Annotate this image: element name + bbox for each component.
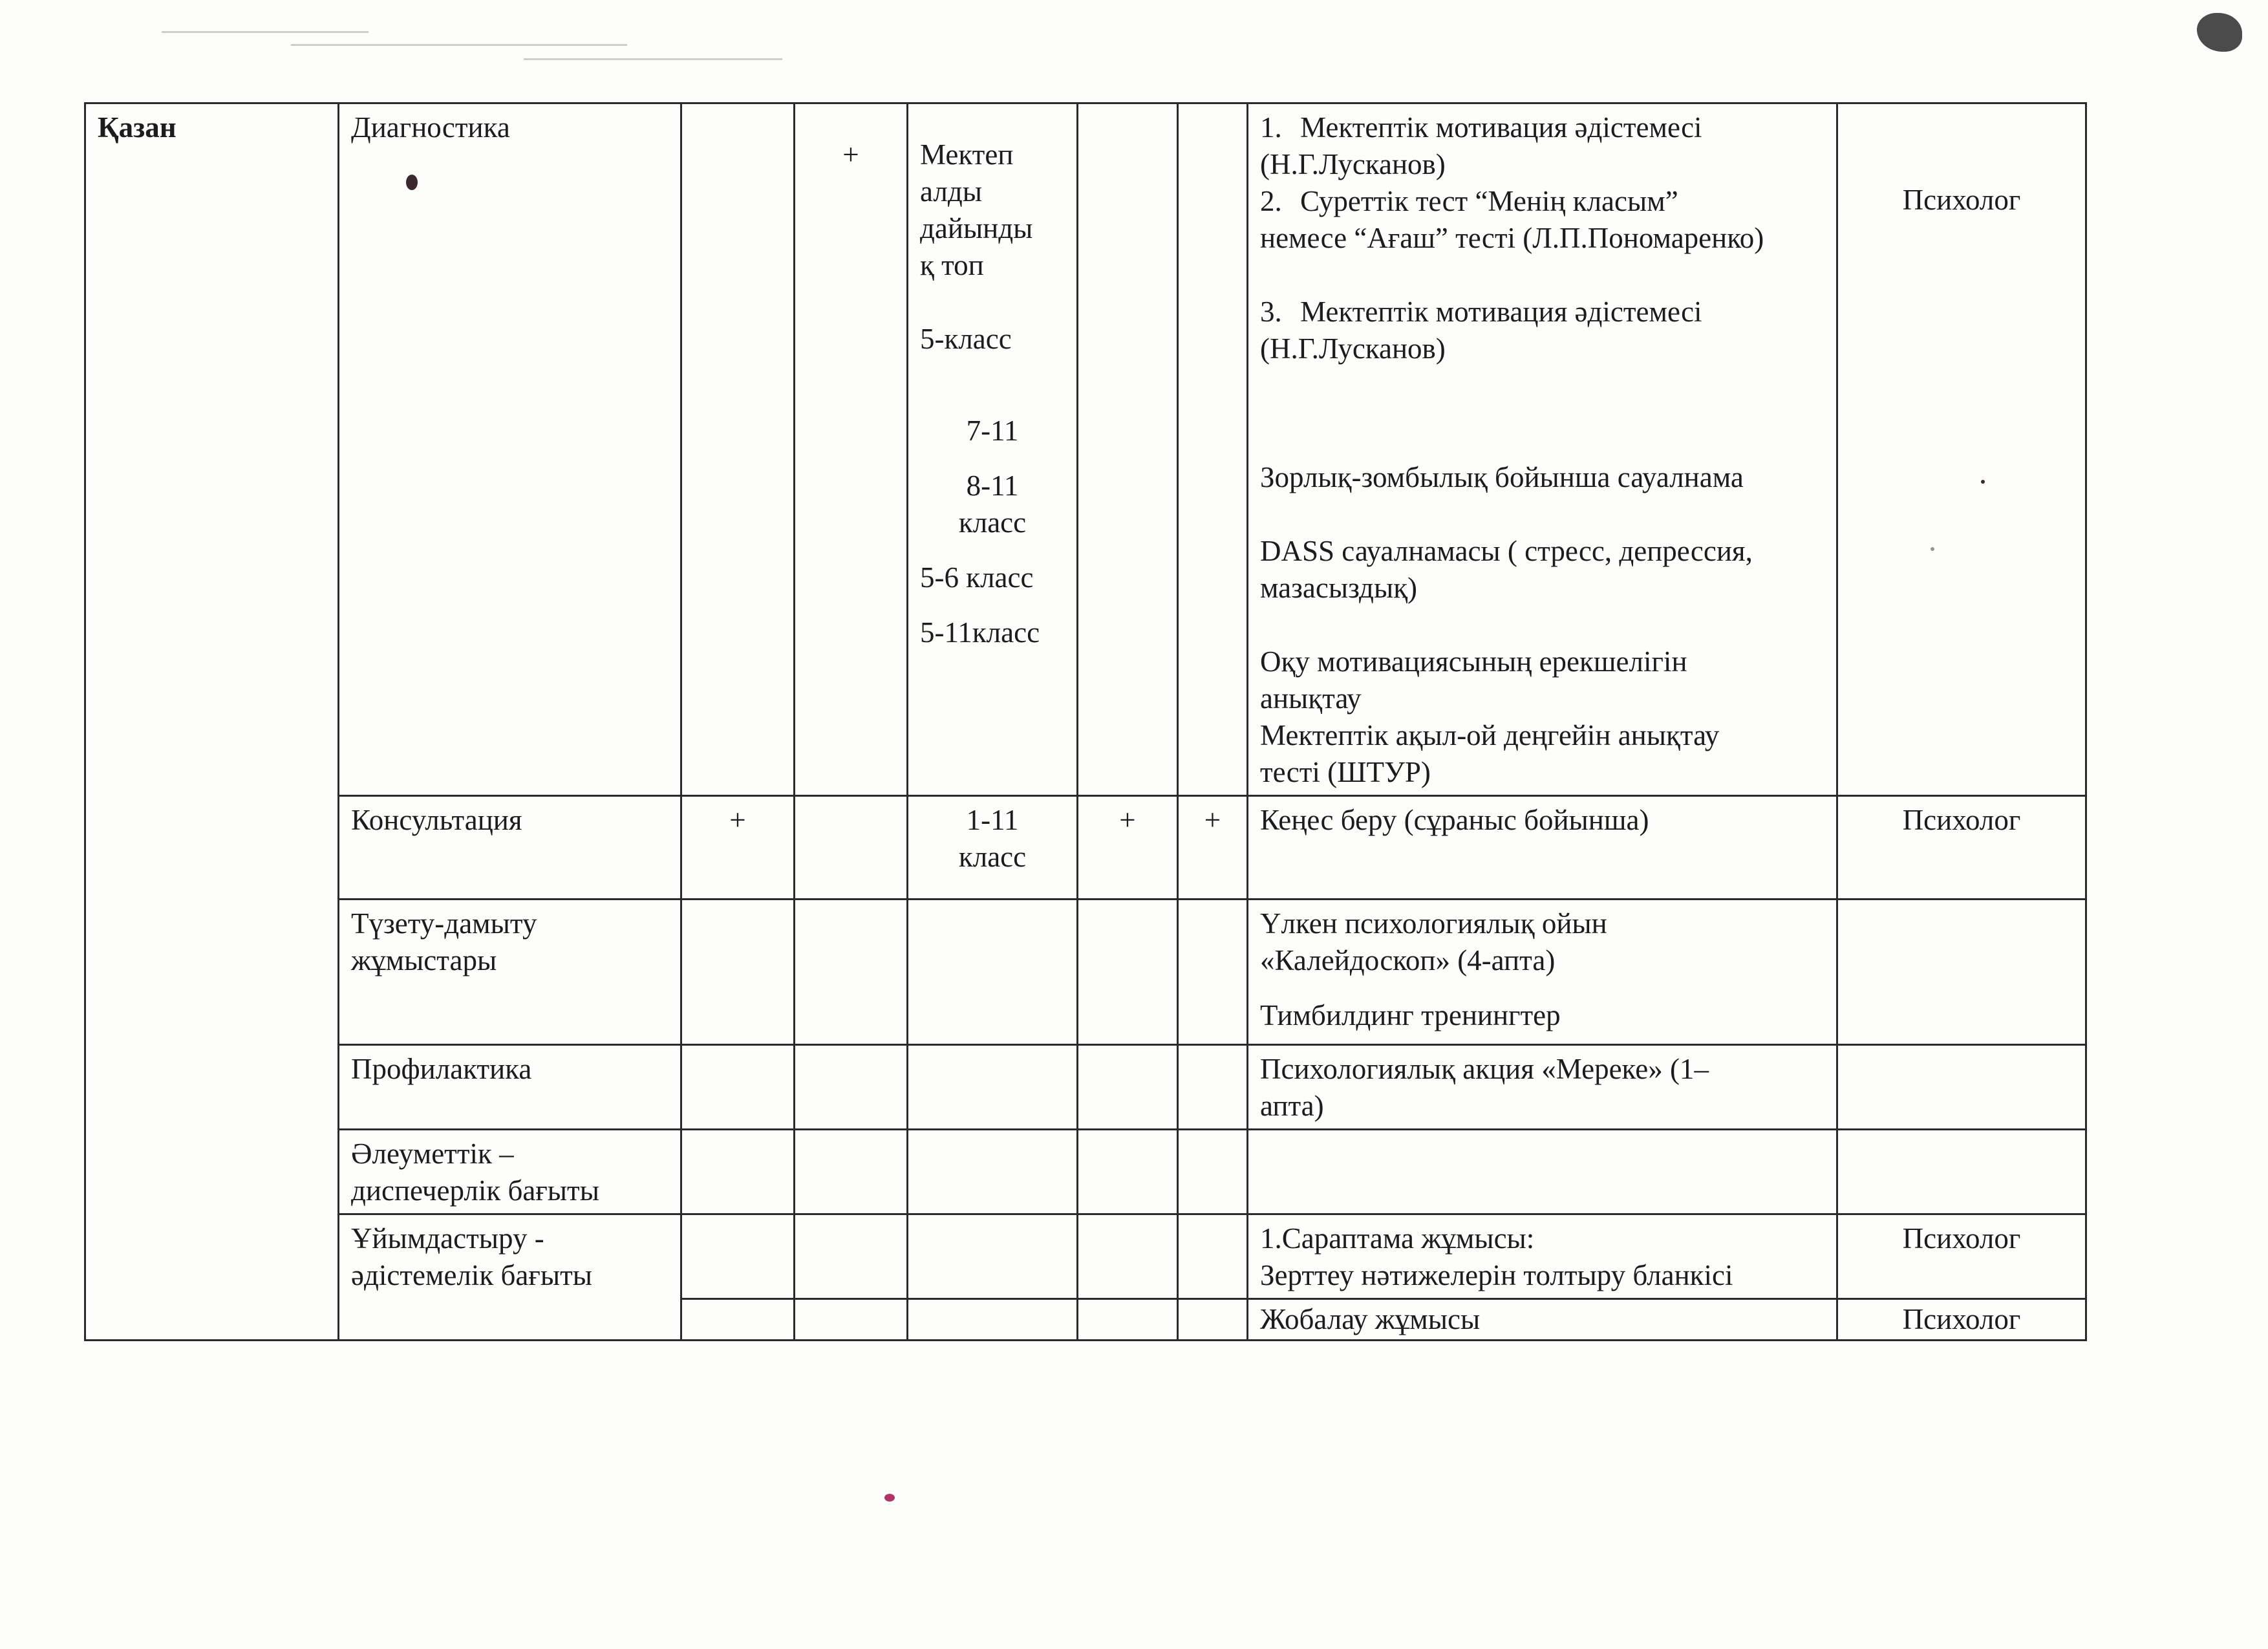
content-text: Тимбилдинг тренингтер (1260, 999, 1561, 1031)
content-text: Мектептік ақыл-ой деңгейін анықтау (1260, 719, 1720, 751)
mark-cell (1178, 1045, 1248, 1130)
mark-cell (795, 796, 908, 900)
responsible-cell (1837, 900, 2086, 1045)
content-cell (1248, 796, 1837, 900)
direction-label: Ұйымдастыру - (351, 1222, 544, 1255)
mark-cell (1178, 1130, 1248, 1214)
content-text: Үлкен психологиялық ойын (1260, 907, 1607, 940)
content-text: (Н.Г.Лусканов) (1260, 332, 1446, 365)
content-cell (1248, 900, 1837, 1045)
direction-cell (339, 1214, 681, 1341)
classes-text: қ топ (920, 249, 984, 281)
classes-cell (908, 103, 1078, 796)
responsible-label: Психолог (1902, 184, 2021, 216)
classes-text: 5-6 класс (920, 561, 1034, 594)
mark-cell (681, 900, 795, 1045)
classes-cell (908, 1299, 1078, 1341)
mark-cell (1078, 1130, 1178, 1214)
classes-text: класс (958, 841, 1027, 873)
direction-label: Түзету-дамыту (351, 907, 537, 940)
mark-cell (1178, 103, 1248, 796)
content-text: Зорлық-зомбылық бойынша сауалнама (1260, 461, 1744, 493)
mark-cell (795, 1130, 908, 1214)
direction-cell (339, 1045, 681, 1130)
content-text: 1.Сараптама жұмысы: (1260, 1222, 1535, 1255)
content-text: немесе “Ағаш” тесті (Л.П.Пономаренко) (1260, 222, 1764, 254)
classes-text: класс (958, 506, 1027, 539)
responsible-cell (1837, 103, 2086, 796)
month-cell (85, 103, 339, 1341)
responsible-cell (1837, 1299, 2086, 1341)
content-cell (1248, 1045, 1837, 1130)
ink-blot (2197, 13, 2242, 52)
classes-text: 5-11класс (920, 616, 1040, 649)
content-text: Кеңес беру (сұраныс бойынша) (1260, 804, 1649, 836)
mark-cell (1178, 1299, 1248, 1341)
mark-cell (795, 1299, 908, 1341)
direction-label: Диагностика (351, 111, 510, 144)
responsible-label: Психолог (1902, 1303, 2021, 1335)
classes-text: дайынды (920, 212, 1033, 244)
mark-cell (1178, 1214, 1248, 1299)
mark-cell (1078, 1214, 1178, 1299)
classes-cell (908, 1045, 1078, 1130)
classes-text: алды (920, 175, 982, 208)
content-text: анықтау (1260, 682, 1362, 715)
mark-cell (1078, 1299, 1178, 1341)
responsible-cell (1837, 796, 2086, 900)
content-cell (1248, 1214, 1837, 1299)
direction-label: Консультация (351, 804, 522, 836)
responsible-cell (1837, 1130, 2086, 1214)
mark-cell (1078, 900, 1178, 1045)
direction-label: Профилактика (351, 1053, 532, 1085)
direction-cell (339, 900, 681, 1045)
content-text: DASS сауалнамасы ( стресс, депрессия, (1260, 535, 1753, 567)
table-row (85, 900, 2086, 1045)
classes-text: Мектеп (920, 138, 1014, 171)
mark-cell (681, 1214, 795, 1299)
direction-label: Әлеуметтік – (351, 1137, 514, 1170)
content-cell (1248, 1130, 1837, 1214)
content-text: Жобалау жұмысы (1260, 1303, 1481, 1335)
table-row (85, 103, 2086, 796)
mark-cell (681, 1130, 795, 1214)
classes-text: 5-класс (920, 323, 1012, 355)
responsible-label: Психолог (1902, 1222, 2021, 1255)
direction-label: әдістемелік бағыты (351, 1259, 592, 1291)
content-cell (1248, 103, 1837, 796)
mark-cell (795, 1045, 908, 1130)
classes-cell (908, 900, 1078, 1045)
content-cell (1248, 1299, 1837, 1341)
table-row (85, 796, 2086, 900)
content-text: апта) (1260, 1090, 1324, 1122)
content-text: (Н.Г.Лусканов) (1260, 148, 1446, 180)
classes-text: 8-11 (966, 469, 1019, 502)
plus-mark: + (842, 138, 859, 171)
direction-label: диспечерлік бағыты (351, 1174, 599, 1207)
content-text: тесті (ШТУР) (1260, 756, 1431, 788)
classes-cell (908, 796, 1078, 900)
responsible-cell (1837, 1214, 2086, 1299)
work-plan-table (84, 102, 2087, 1341)
responsible-label: Психолог (1902, 804, 2021, 836)
content-text: Психологиялық акция «Мереке» (1– (1260, 1053, 1709, 1085)
mark-cell (681, 1299, 795, 1341)
ink-dot (884, 1494, 895, 1502)
mark-cell (795, 1214, 908, 1299)
direction-cell (339, 103, 681, 796)
table-row (85, 1214, 2086, 1299)
mark-cell (681, 1045, 795, 1130)
direction-label: жұмыстары (351, 944, 497, 976)
mark-cell (1178, 796, 1248, 900)
direction-cell (339, 1130, 681, 1214)
mark-cell (1178, 900, 1248, 1045)
month-label: Қазан (98, 111, 177, 144)
cut-off-header-trace (162, 25, 808, 70)
content-text: Зерттеу нәтижелерін толтыру бланкісі (1260, 1259, 1733, 1291)
plus-mark: + (1204, 804, 1221, 836)
mark-cell (681, 796, 795, 900)
plus-mark: + (1119, 804, 1136, 836)
content-text: 2. Суреттік тест “Менің класым” (1260, 185, 1678, 217)
content-text: Оқу мотивациясының ерекшелігін (1260, 645, 1687, 678)
content-text: 3. Мектептік мотивация әдістемесі (1260, 296, 1702, 328)
mark-cell (681, 103, 795, 796)
classes-text: 1-11 (966, 804, 1019, 836)
mark-cell (1078, 796, 1178, 900)
content-text: 1. Мектептік мотивация әдістемесі (1260, 111, 1702, 144)
table-row (85, 1045, 2086, 1130)
content-text: «Калейдоскоп» (4-апта) (1260, 944, 1556, 976)
plus-mark: + (729, 804, 746, 836)
responsible-cell (1837, 1045, 2086, 1130)
table-row (85, 1130, 2086, 1214)
mark-cell (1078, 1045, 1178, 1130)
classes-cell (908, 1214, 1078, 1299)
direction-cell (339, 796, 681, 900)
mark-cell (795, 900, 908, 1045)
mark-cell (795, 103, 908, 796)
classes-text: 7-11 (966, 415, 1019, 447)
content-text: мазасыздық) (1260, 572, 1418, 604)
mark-cell (1078, 103, 1178, 796)
classes-cell (908, 1130, 1078, 1214)
